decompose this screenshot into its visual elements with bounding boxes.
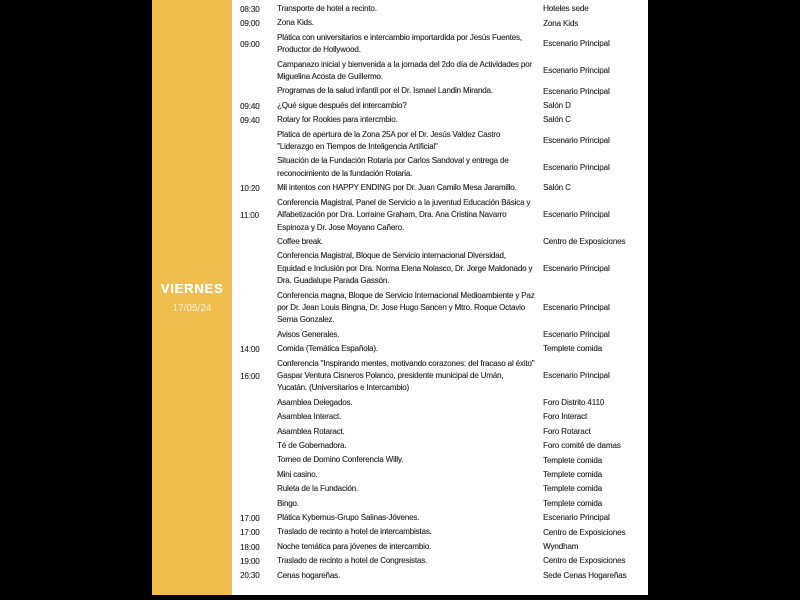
location-cell: Hoteles sede <box>543 4 589 14</box>
schedule-row <box>240 31 648 58</box>
location-cell: Foro Rotaract <box>543 426 591 436</box>
bottom-bar <box>0 595 800 600</box>
activity-cell: Noche temática para jóvenes de intercambio. <box>277 541 432 551</box>
activity-cell: Té de Gobernadora. <box>277 441 347 450</box>
location-cell: Escenario Principal <box>543 513 610 523</box>
location-cell: Salón D <box>543 101 571 111</box>
date-label: 17/05/24 <box>172 303 212 314</box>
activity-cell: Plática con universitarios e intercambio importardida por Jesús Fuentes, Productor de Hollywood. <box>277 32 522 55</box>
activity-cell: Situación de la Fundación Rotaria por Carlos Sandoval y entrega de reconocimiento de la fundación Rotaria. <box>277 156 509 178</box>
activity-cell: Asamblea Rotaract. <box>277 426 345 436</box>
location-cell: Foro Interact <box>543 412 588 422</box>
time-cell: 09:40 <box>240 115 260 125</box>
activity-cell: Asamblea Interact. <box>277 412 341 422</box>
schedule-row <box>240 525 648 539</box>
activity-cell: Cenas hogareñas. <box>277 570 340 580</box>
location-cell: Escenario Principal <box>543 210 610 220</box>
location-cell: Escenario Principal <box>543 329 610 339</box>
activity-cell: Campanazo inicial y bienvenida a la jornada del 2do día de Actividades por Miguelina Acosta de Guillermo. <box>277 59 532 82</box>
schedule-row <box>240 511 648 525</box>
activity-cell: Coffee break. <box>277 236 323 246</box>
activity-cell: Conferencia Magistral, Bloque de Servicio internacional Diversidad, Equidad e Inclusión por Dra. Norma Elena Nolasco, Dr. Jorge Maldonado y Dra. Guadalupe Parada Gassón. <box>277 251 533 286</box>
schedule-row <box>240 128 648 155</box>
time-cell: 09:00 <box>240 39 260 49</box>
schedule-row <box>240 235 648 249</box>
schedule-row <box>240 154 648 181</box>
time-cell: 10:20 <box>240 183 260 193</box>
time-cell: 09:00 <box>240 19 260 29</box>
schedule <box>232 0 648 595</box>
schedule-row <box>240 249 648 288</box>
activity-cell: Mini casino. <box>277 469 318 479</box>
location-cell: Escenario Principal <box>543 39 610 49</box>
activity-cell: Rotary for Rookies para intercmbio. <box>277 115 398 125</box>
location-cell: Sede Cenas Hogareñas <box>543 570 627 580</box>
schedule-row <box>240 328 648 342</box>
letterbox-right <box>648 0 800 600</box>
activity-cell: Mil intentos con HAPPY ENDING por Dr. Juan Camilo Mesa Jaramillo. <box>277 183 517 193</box>
activity-cell: Plática Kybernus-Grupo Salinas-Jóvenes. <box>277 513 420 523</box>
location-cell: Salón C <box>543 183 571 193</box>
activity-cell: Traslado de recinto a hotel de intercambistas. <box>277 527 432 537</box>
schedule-row <box>240 569 648 583</box>
schedule-row <box>240 468 648 482</box>
activity-cell: Ruleta de la Fundación. <box>277 484 359 494</box>
location-cell: Centro de Exposiciones <box>543 237 626 247</box>
schedule-row <box>240 410 648 424</box>
location-cell: Escenario Principal <box>543 86 610 96</box>
activity-cell: Conferencia magna, Bloque de Servicio Internacional Medioambiente y Paz por Dr. Jean Louis Bingna, Dr. Jose Hugo Sancen y Mtro. Roque Octavio Serna Gonzalez. <box>277 290 535 325</box>
location-cell: Escenario Principal <box>543 136 610 146</box>
schedule-row <box>240 289 648 328</box>
schedule-row <box>240 497 648 511</box>
schedule-row <box>240 181 648 195</box>
location-cell: Centro de Exposiciones <box>543 556 626 566</box>
activity-cell: Bingo. <box>277 498 299 508</box>
schedule-row <box>240 84 648 98</box>
location-cell: Templete comida <box>543 455 602 465</box>
schedule-row <box>240 196 648 235</box>
location-cell: Foro comité de damas <box>543 441 621 451</box>
activity-cell: Comida (Temática Española). <box>277 344 378 354</box>
location-cell: Escenario Principal <box>543 263 610 273</box>
location-cell: Escenario Principal <box>543 371 610 381</box>
schedule-row <box>240 342 648 356</box>
schedule-row <box>240 396 648 410</box>
activity-cell: Transporte de hotel a recinto. <box>277 4 377 13</box>
schedule-row <box>240 554 648 568</box>
time-cell: 19:00 <box>240 556 260 566</box>
schedule-row <box>240 113 648 127</box>
location-cell: Templete comida <box>543 470 602 480</box>
time-cell: 20:30 <box>240 571 260 581</box>
location-cell: Foro Distrito 4110 <box>543 397 605 407</box>
schedule-row <box>240 540 648 554</box>
location-cell: Salón C <box>543 115 571 125</box>
day-sidebar <box>152 0 232 595</box>
activity-cell: Zona Kids. <box>277 18 314 28</box>
time-cell: 14:00 <box>240 344 260 354</box>
schedule-row <box>240 439 648 453</box>
activity-cell: Conferencia Magistral, Panel de Servicio a la juventud Educación Básica y Alfabetización por Dra. Lorraine Graham, Dra. Ana Cristina Navarro Espinoza y Dr. Jose Moyano Cañero. <box>277 197 531 232</box>
activity-cell: Platica de apertura de la Zona 25A por el Dr. Jesús Valdez Castro "Liderazgo en Tiempos de Inteligencia Artificial" <box>277 129 501 152</box>
schedule-row <box>240 425 648 439</box>
schedule-row <box>240 453 648 467</box>
location-cell: Templete comida <box>543 344 602 354</box>
location-cell: Centro de Exposiciones <box>543 527 626 537</box>
location-cell: Zona Kids <box>543 18 579 28</box>
activity-cell: Traslado de recinto a hotel de Congresistas. <box>277 556 428 566</box>
location-cell: Templete comida <box>543 498 602 508</box>
activity-cell: Programas de la salud infantil por el Dr. Ismael Landin Miranda. <box>277 86 493 96</box>
location-cell: Escenario Principal <box>543 66 610 76</box>
activity-cell: Asamblea Delegados. <box>277 397 353 407</box>
activity-cell: Avisos Generales. <box>277 329 340 339</box>
schedule-row <box>240 99 648 113</box>
activity-cell: ¿Qué sigue después del intercambio? <box>277 100 407 110</box>
letterbox-left <box>0 0 152 600</box>
day-label: VIERNES <box>160 281 224 296</box>
activity-cell: Torneo de Domino Conferencia Willy. <box>277 455 404 465</box>
schedule-row <box>240 2 648 16</box>
schedule-row <box>240 16 648 30</box>
location-cell: Templete comida <box>543 484 602 494</box>
time-cell: 09:40 <box>240 101 260 111</box>
activity-cell: Conferencia "Inspirando mentes, motivando corazones: del fracaso al éxito" Gaspar Ventura Cisneros Polanco, presidente municipal de Umán, Yucatán. (Universitarios e Intercambio) <box>277 358 535 393</box>
time-cell: 16:00 <box>240 371 260 381</box>
schedule-row <box>240 58 648 85</box>
time-cell: 11:00 <box>240 210 259 220</box>
schedule-row <box>240 357 648 396</box>
time-cell: 18:00 <box>240 542 260 552</box>
time-cell: 17:00 <box>240 513 260 523</box>
location-cell: Wyndham <box>543 542 579 552</box>
time-cell: 17:00 <box>240 528 260 538</box>
location-cell: Escenario Principal <box>543 162 610 172</box>
time-cell: 08:30 <box>240 4 260 14</box>
location-cell: Escenario Principal <box>543 303 610 313</box>
schedule-row <box>240 482 648 496</box>
